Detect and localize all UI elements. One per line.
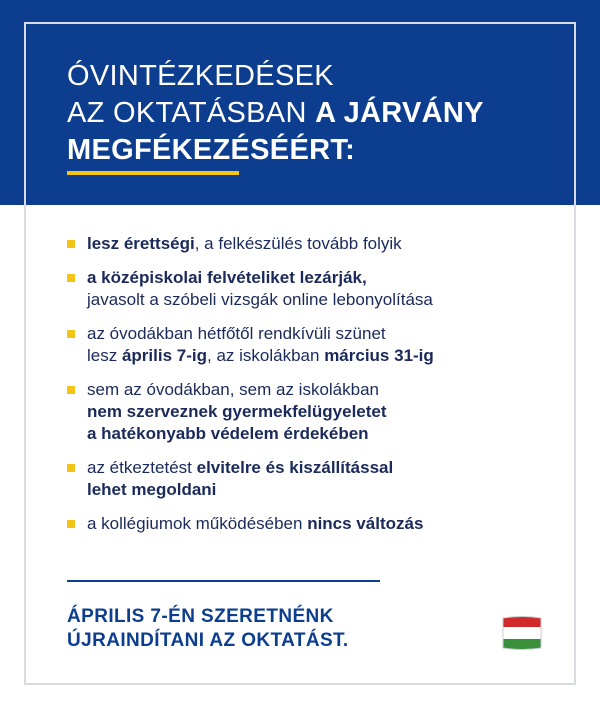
title-line-2 bbox=[67, 95, 547, 132]
measure-item bbox=[67, 267, 547, 311]
title-line-1: ÓVINTÉZKEDÉSEK bbox=[67, 60, 334, 92]
measure-text-bold: március 31-ig bbox=[324, 346, 434, 365]
measure-item bbox=[67, 513, 547, 535]
page-title bbox=[67, 58, 547, 169]
title-line-3 bbox=[67, 132, 547, 169]
measure-line bbox=[87, 457, 547, 479]
measure-text-bold: nincs változás bbox=[307, 514, 424, 533]
measure-line bbox=[87, 479, 547, 501]
footer-line-2: ÚJRAINDÍTANI AZ OKTATÁST. bbox=[67, 630, 349, 651]
measure-text-bold: lesz érettségi bbox=[87, 234, 195, 253]
footer-divider bbox=[67, 580, 380, 582]
measure-item bbox=[67, 457, 547, 501]
bullet-square-icon bbox=[67, 240, 75, 248]
measure-text-bold: a középiskolai felvételiket lezárják, bbox=[87, 268, 367, 287]
footer-message bbox=[67, 605, 467, 653]
footer-line-1: ÁPRILIS 7-ÉN SZERETNÉNK bbox=[67, 606, 334, 627]
measure-line bbox=[87, 233, 547, 255]
measure-line bbox=[87, 379, 547, 401]
measure-text: az étkeztetést bbox=[87, 458, 197, 477]
title-line-3-bold: MEGFÉKEZÉSÉÉRT: bbox=[67, 134, 356, 166]
measure-text-bold: lehet megoldani bbox=[87, 480, 217, 499]
measure-line bbox=[87, 423, 547, 445]
measure-line bbox=[87, 513, 547, 535]
measures-list bbox=[67, 233, 547, 547]
bullet-square-icon bbox=[67, 386, 75, 394]
title-line-2-normal: AZ OKTATÁSBAN bbox=[67, 97, 316, 129]
measure-line bbox=[87, 401, 547, 423]
measure-text: az óvodákban hétfőtől rendkívüli szünet bbox=[87, 324, 386, 343]
measure-item bbox=[67, 379, 547, 445]
measure-text: lesz bbox=[87, 346, 122, 365]
measure-text: a kollégiumok működésében bbox=[87, 514, 308, 533]
measure-text-bold: nem szerveznek gyermekfelügyeletet bbox=[87, 402, 387, 421]
measure-text-bold: április 7-ig bbox=[121, 346, 207, 365]
bullet-square-icon bbox=[67, 274, 75, 282]
measure-line bbox=[87, 289, 547, 311]
measure-text: , a felkészülés tovább folyik bbox=[194, 234, 402, 253]
measure-line bbox=[87, 323, 547, 345]
measure-text: javasolt a szóbeli vizsgák online lebonyolítása bbox=[87, 290, 433, 309]
measure-text-bold: elvitelre és kiszállítással bbox=[196, 458, 394, 477]
title-line-2-bold: A JÁRVÁNY bbox=[315, 97, 484, 129]
bullet-square-icon bbox=[67, 330, 75, 338]
measure-item bbox=[67, 233, 547, 255]
hungarian-flag-icon bbox=[500, 615, 544, 651]
measure-line bbox=[87, 345, 547, 367]
measure-line bbox=[87, 267, 547, 289]
measure-item bbox=[67, 323, 547, 367]
title-underline bbox=[67, 171, 239, 175]
measure-text: , az iskolákban bbox=[207, 346, 325, 365]
measure-text: sem az óvodákban, sem az iskolákban bbox=[87, 380, 379, 399]
bullet-square-icon bbox=[67, 464, 75, 472]
measure-text-bold: a hatékonyabb védelem érdekében bbox=[87, 424, 369, 443]
bullet-square-icon bbox=[67, 520, 75, 528]
flag-white-stripe bbox=[500, 627, 544, 639]
